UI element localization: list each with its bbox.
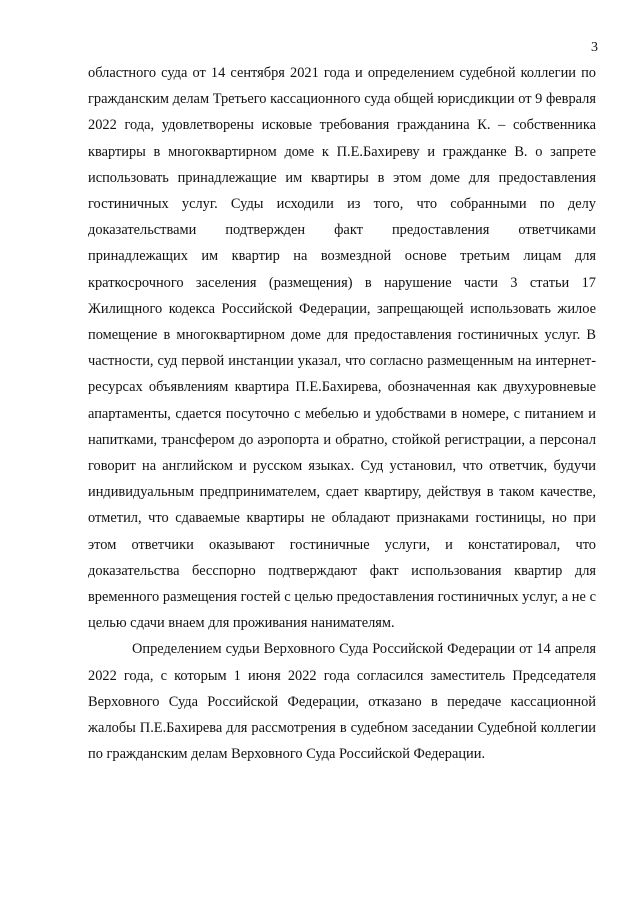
document-body: [88, 60, 596, 767]
page-number: 3: [591, 40, 598, 55]
paragraph-supreme-court-ruling: Определением судьи Верховного Суда Российской Федерации от 14 апреля 2022 года, с которым 1 июня 2022 года согласился заместитель Председателя Верховного Суда Российской Федерации, отказано в передаче кассационной жалобы П.Е.Бахирева для рассмотрения в судебном заседании Судебной коллегии по гражданским делам Верховного Суда Российской Федерации.: [88, 641, 596, 763]
paragraph-court-decisions: областного суда от 14 сентября 2021 года и определением судебной коллегии по гражданским делам Третьего кассационного суда общей юрисдикции от 9 февраля 2022 года, удовлетворены исковые требования гражданина К. – собственника квартиры в многоквартирном доме к П.Е.Бахиреву и гражданке В. о запрете использовать принадлежащие им квартиры в этом доме для предоставления гостиничных услуг. Суды исходили из того, что собранными по делу доказательствами подтвержден факт предоставления ответчиками принадлежащих им квартир на возмездной основе третьим лицам для краткосрочного заселения (размещения) в нарушение части 3 статьи 17 Жилищного кодекса Российской Федерации, запрещающей использовать жилое помещение в многоквартирном доме для предоставления гостиничных услуг. В частности, суд первой инстанции указал, что согласно размещенным на интернет-ресурсах объявлениям квартира П.Е.Бахирева, обозначенная как двухуровневые апартаменты, сдается посуточно с мебелью и удобствами в номере, с питанием и напитками, трансфером до аэропорта и обратно, стойкой регистрации, а персонал говорит на английском и русском языках. Суд установил, что ответчик, будучи индивидуальным предпринимателем, сдает квартиру, действуя в таком качестве, отметил, что сдаваемые квартиры не обладают признаками гостиницы, но при этом ответчики оказывают гостиничные услуги, и констатировал, что доказательства бесспорно подтверждают факт использования квартир для временного размещения гостей с целью предоставления гостиничных услуг, а не с целью сдачи внаем для проживания нанимателям.: [88, 65, 596, 632]
